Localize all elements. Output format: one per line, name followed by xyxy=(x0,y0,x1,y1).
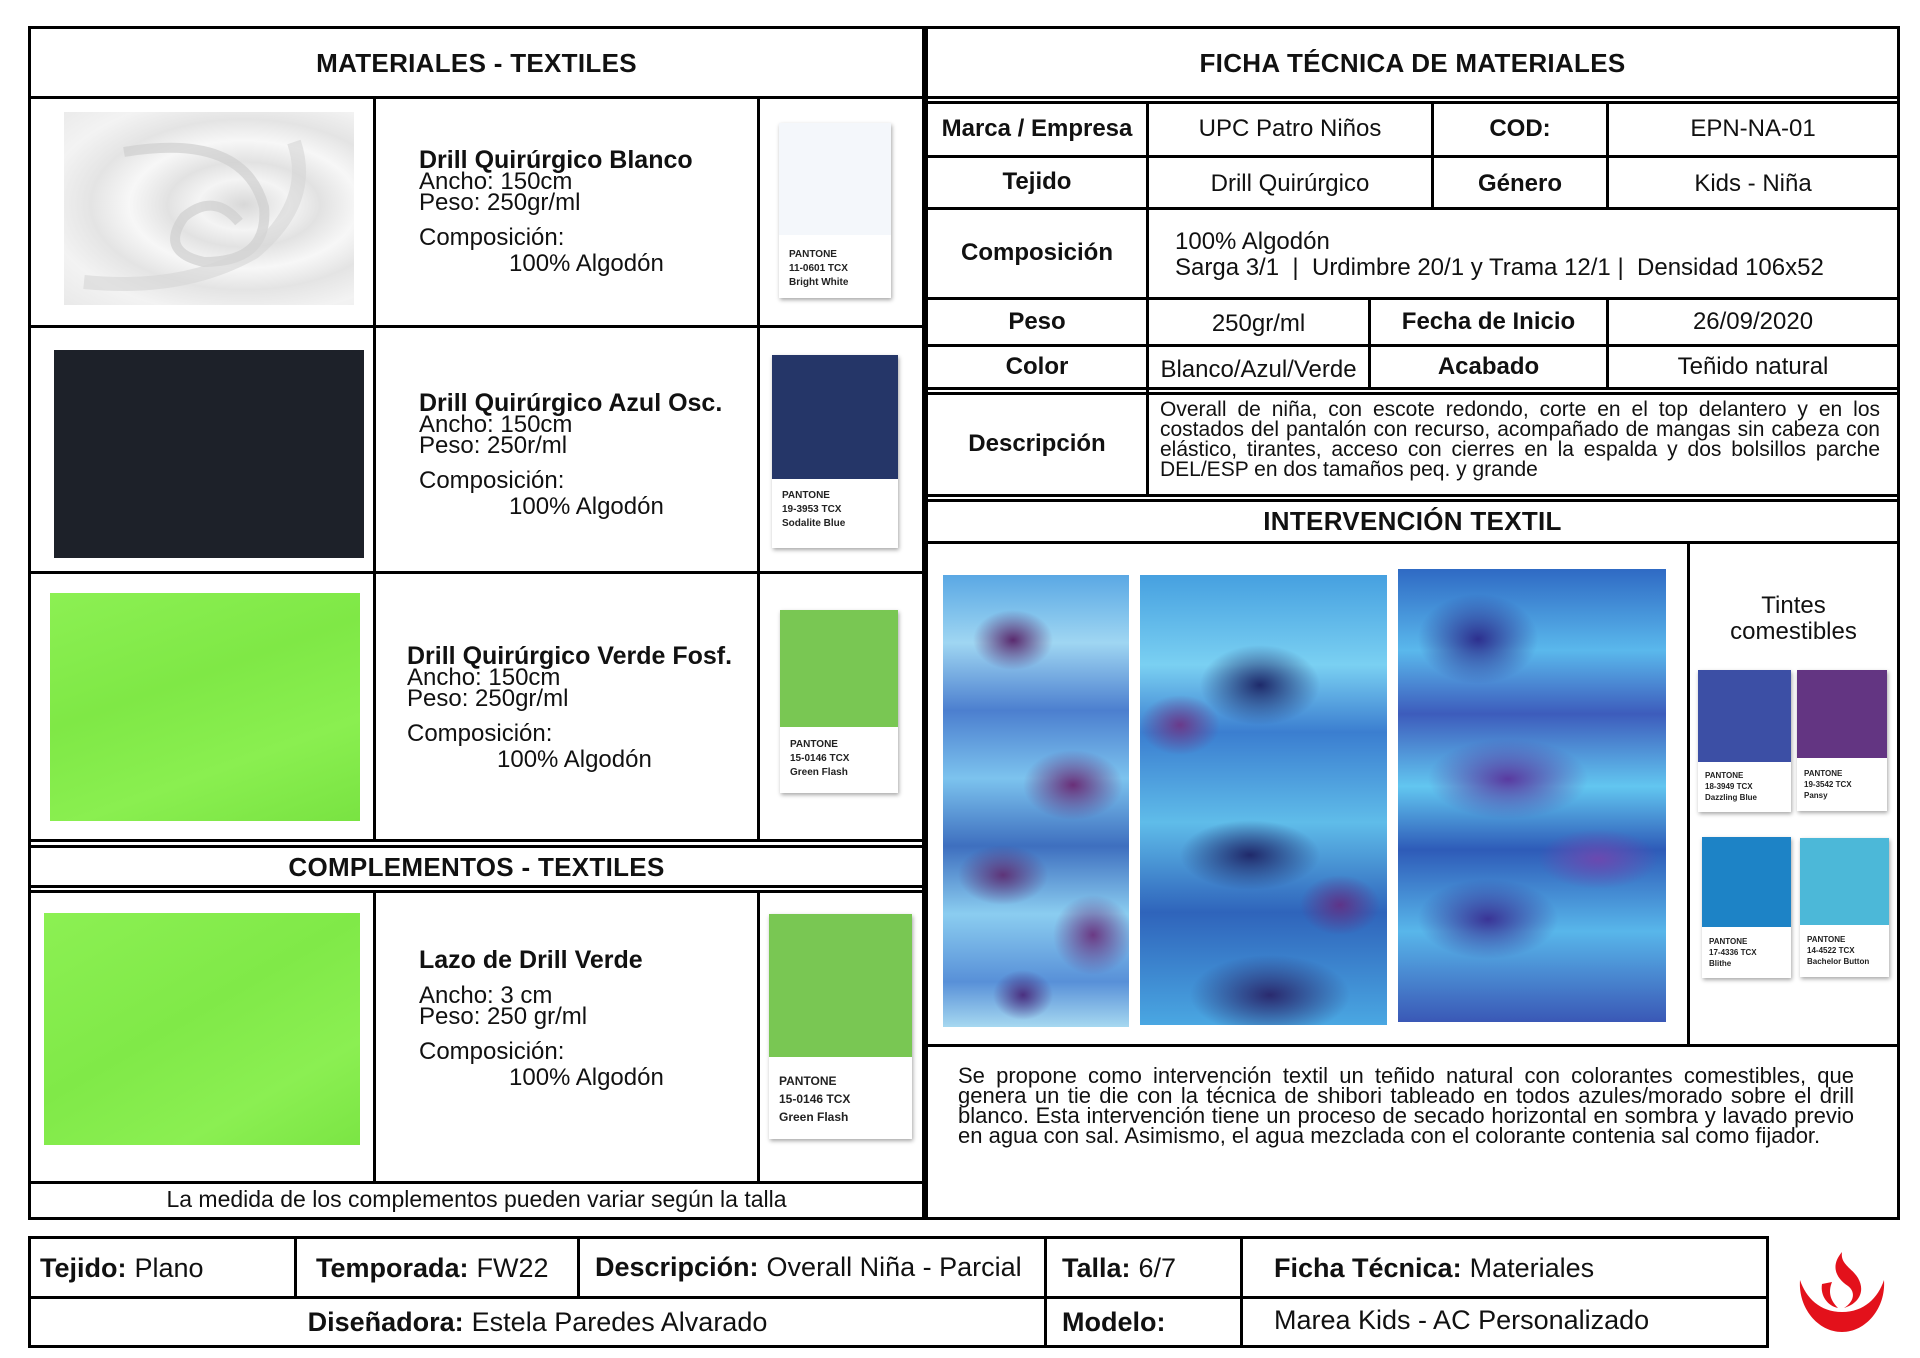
complement-weight: Peso: 250 gr/ml xyxy=(419,1003,588,1030)
footer-disenadora-label: Diseñadora: xyxy=(307,1306,464,1337)
material-name: Drill Quirúrgico Blanco xyxy=(419,146,693,174)
pantone-color-name: Green Flash xyxy=(779,1110,849,1124)
composicion-value xyxy=(1175,229,1890,281)
divider xyxy=(925,1044,1900,1047)
divider xyxy=(925,541,1900,544)
divider xyxy=(28,890,925,893)
composicion-line1: 100% Algodón xyxy=(1175,228,1330,255)
tie-dye-photo xyxy=(1398,569,1666,1022)
footer-ficha-value: Materiales xyxy=(1469,1253,1595,1283)
dye-swatch xyxy=(1698,670,1791,812)
complement-info xyxy=(419,946,749,1091)
material-weight: Peso: 250gr/ml xyxy=(407,685,569,712)
material-composition-label: Composición: xyxy=(419,467,565,494)
dye-swatch xyxy=(1797,670,1887,811)
material-composition-label: Composición: xyxy=(419,224,565,251)
color-value: Blanco/Azul/Verde xyxy=(1160,355,1357,383)
pantone-chip xyxy=(779,123,891,235)
footer-temporada-label: Temporada: xyxy=(316,1253,469,1283)
intervention-text: Se propone como intervención textil un teñido natural con colorantes comestibles, que genera un tie die con la técnica de shibori tableado en todos azules/morado sobre el drill blanco. Esta intervención tiene un proceso de secado horizontal en sombra y lavado previo en agua con sal. Asimismo, el agua mezclada con el colorante contenia sal como fijador. xyxy=(958,1063,1854,1148)
pantone-chip xyxy=(780,610,898,727)
material-weight: Peso: 250gr/ml xyxy=(419,189,581,216)
color-label: Color xyxy=(1005,352,1069,380)
complement-composition-value: 100% Algodón xyxy=(509,1064,664,1091)
footer-talla-label: Talla: xyxy=(1062,1253,1131,1283)
footer-modelo-value: Marea Kids - AC Personalizado xyxy=(1274,1304,1650,1335)
divider xyxy=(28,885,925,888)
footer-descripcion-label: Descripción: xyxy=(595,1251,759,1282)
pantone-color-name: Pansy xyxy=(1804,791,1828,800)
divider xyxy=(757,890,760,1184)
cod-value: EPN-NA-01 xyxy=(1690,115,1816,143)
material-info xyxy=(419,146,749,277)
pantone-code: 17-4336 TCX xyxy=(1709,948,1757,957)
footer-disenadora-value: Estela Paredes Alvarado xyxy=(471,1306,768,1337)
footer-ficha-label: Ficha Técnica: xyxy=(1274,1253,1462,1283)
tie-dye-photo xyxy=(943,575,1129,1027)
divider xyxy=(28,571,925,574)
pantone-code: 14-4522 TCX xyxy=(1807,946,1855,955)
tejido-value: Drill Quirúrgico xyxy=(1210,170,1370,198)
fabric-sample-white xyxy=(64,112,354,305)
pantone-chip xyxy=(1800,838,1889,925)
pantone-code: 19-3542 TCX xyxy=(1804,780,1852,789)
dye-swatch xyxy=(1800,838,1889,977)
material-width: Ancho: 150cm xyxy=(419,411,573,438)
divider xyxy=(925,494,1900,497)
divider xyxy=(28,325,925,328)
divider xyxy=(925,387,1900,390)
footer-temporada xyxy=(316,1241,549,1296)
fecha-label: Fecha de Inicio xyxy=(1401,307,1576,335)
material-info xyxy=(419,389,749,520)
material-weight: Peso: 250r/ml xyxy=(419,432,568,459)
pantone-code: 15-0146 TCX xyxy=(779,1092,851,1106)
descripcion-value: Overall de niña, con escote redondo, corte en el top delantero y en los costados del pantalón con recurso, acompañado de mangas sin cabeza con elástico, tirantes, acceso con cierres en la espalda y dos bolsillos parche DEL/ESP en dos tamaños peq. y grande xyxy=(1160,398,1880,481)
complement-composition-label: Composición: xyxy=(419,1038,565,1065)
tie-dye-photo xyxy=(1140,575,1387,1025)
divider xyxy=(757,99,760,839)
pantone-code: 19-3953 TCX xyxy=(782,504,842,515)
upc-logo xyxy=(1792,1248,1892,1338)
pantone-color-name: Blithe xyxy=(1709,959,1732,968)
divider xyxy=(373,99,376,839)
divider xyxy=(577,1239,580,1296)
footer-modelo xyxy=(1062,1299,1173,1345)
cod-label: COD: xyxy=(1489,115,1551,143)
pantone-chip xyxy=(769,914,912,1057)
pantone-color-name: Bachelor Button xyxy=(1807,957,1870,966)
footer-tejido-value: Plano xyxy=(134,1253,204,1283)
material-name: Drill Quirúrgico Verde Fosf. xyxy=(407,642,733,670)
pantone-swatch xyxy=(779,123,891,298)
complement-name: Lazo de Drill Verde xyxy=(419,946,643,974)
pantone-brand: PANTONE xyxy=(790,739,838,750)
material-composition-value: 100% Algodón xyxy=(509,250,664,277)
dye-swatch xyxy=(1702,837,1791,978)
dyes-title xyxy=(1690,593,1897,645)
footer-talla-value: 6/7 xyxy=(1138,1253,1177,1283)
footer-descripcion-value: Overall Niña - Parcial xyxy=(766,1251,1022,1282)
peso-label: Peso xyxy=(1008,307,1066,335)
dyes-title-line1: Tintes xyxy=(1761,592,1826,619)
pantone-swatch xyxy=(769,914,912,1139)
descripcion-label: Descripción xyxy=(968,430,1106,458)
acabado-value: Teñido natural xyxy=(1677,352,1829,380)
pantone-code: 11-0601 TCX xyxy=(789,263,848,274)
footer-disenadora xyxy=(31,1299,1044,1345)
material-name: Drill Quirúrgico Azul Osc. xyxy=(419,389,723,417)
composicion-label: Composición xyxy=(960,239,1113,267)
divider xyxy=(1240,1239,1243,1345)
complements-title: COMPLEMENTOS - TEXTILES xyxy=(288,851,665,882)
pantone-chip xyxy=(772,355,898,479)
divider xyxy=(28,839,925,842)
pantone-chip xyxy=(1702,837,1791,927)
acabado-label: Acabado xyxy=(1437,352,1540,380)
material-width: Ancho: 150cm xyxy=(407,664,561,691)
pantone-brand: PANTONE xyxy=(1807,935,1846,944)
footer-tejido-label: Tejido: xyxy=(40,1253,127,1283)
pantone-code: 15-0146 TCX xyxy=(790,753,850,764)
pantone-code: 18-3949 TCX xyxy=(1705,782,1753,791)
dyes-title-line2: comestibles xyxy=(1730,618,1857,645)
pantone-brand: PANTONE xyxy=(1804,769,1843,778)
genero-value: Kids - Niña xyxy=(1694,170,1812,198)
material-width: Ancho: 150cm xyxy=(419,168,573,195)
footer-tejido xyxy=(40,1241,204,1296)
peso-value: 250gr/ml xyxy=(1211,309,1306,337)
divider xyxy=(294,1239,297,1296)
footer-modelo-label: Modelo: xyxy=(1062,1306,1166,1337)
footer-temporada-value: FW22 xyxy=(476,1253,549,1283)
pantone-color-name: Sodalite Blue xyxy=(782,518,846,529)
footer-talla xyxy=(1062,1241,1176,1296)
divider xyxy=(28,96,925,99)
pantone-brand: PANTONE xyxy=(789,249,837,260)
fabric-sample-green xyxy=(50,593,360,821)
composicion-line2: Sarga 3/1 | Urdimbre 20/1 y Trama 12/1 | Densidad 106x52 xyxy=(1175,254,1824,281)
pantone-swatch xyxy=(772,355,898,548)
divider xyxy=(1044,1239,1047,1345)
fabric-sample-navy xyxy=(54,350,364,558)
pantone-brand: PANTONE xyxy=(782,490,830,501)
pantone-color-name: Green Flash xyxy=(790,767,848,778)
tejido-label: Tejido xyxy=(1002,168,1072,196)
marca-value: UPC Patro Niños xyxy=(1198,115,1382,143)
pantone-brand: PANTONE xyxy=(1705,771,1744,780)
pantone-color-name: Bright White xyxy=(789,277,849,288)
footer-ficha xyxy=(1274,1241,1594,1296)
fecha-value: 26/09/2020 xyxy=(1692,307,1814,335)
complement-width: Ancho: 3 cm xyxy=(419,982,553,1009)
pantone-swatch xyxy=(780,610,898,793)
material-composition-label: Composición: xyxy=(407,720,553,747)
pantone-brand: PANTONE xyxy=(1709,937,1748,946)
pantone-chip xyxy=(1698,670,1791,762)
material-composition-value: 100% Algodón xyxy=(509,493,664,520)
material-info xyxy=(407,642,752,773)
fabric-fold-graphic xyxy=(64,112,354,305)
marca-label: Marca / Empresa xyxy=(941,115,1133,143)
pantone-chip xyxy=(1797,670,1887,758)
spec-title: FICHA TÉCNICA DE MATERIALES xyxy=(1199,47,1626,78)
complements-note: La medida de los complementos pueden variar según la talla xyxy=(166,1186,787,1213)
divider xyxy=(373,890,376,1184)
genero-label: Género xyxy=(1477,170,1563,198)
material-composition-value: 100% Algodón xyxy=(497,746,652,773)
intervention-title: INTERVENCIÓN TEXTIL xyxy=(1263,506,1562,536)
materials-title: MATERIALES - TEXTILES xyxy=(316,47,637,78)
fabric-sample-green-complement xyxy=(44,913,360,1145)
footer-descripcion xyxy=(595,1241,1022,1293)
divider xyxy=(925,96,1900,99)
pantone-brand: PANTONE xyxy=(779,1074,837,1088)
pantone-color-name: Dazzling Blue xyxy=(1705,793,1758,802)
